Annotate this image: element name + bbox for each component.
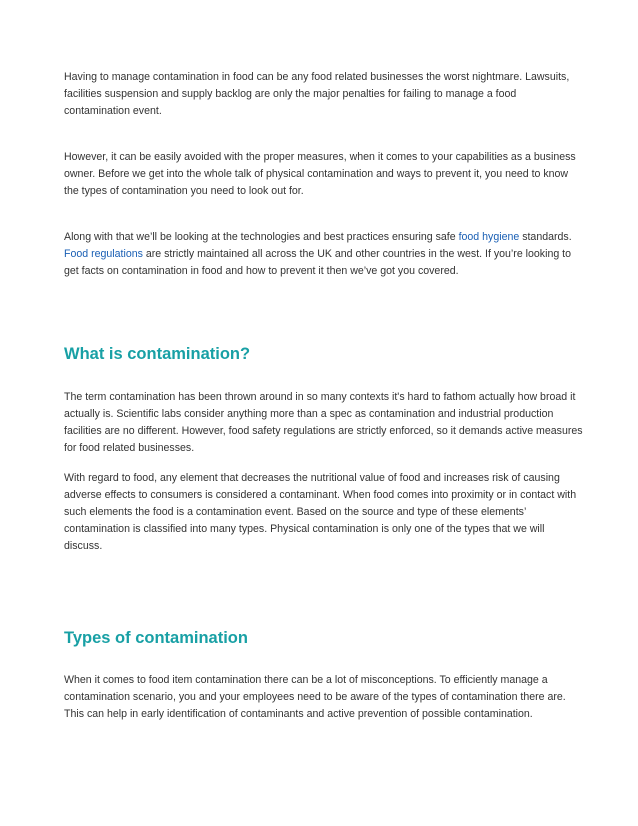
intro-paragraph: Having to manage contamination in food can be any food related businesses the worst nightmare. Lawsuits, facilities suspension and supply backlog are only the major penalties for failing to manage a food contamination event. xyxy=(64,71,570,117)
avoidance-paragraph: However, it can be easily avoided with the proper measures, when it comes to your capabilities as a business owner. Before we get into the whole talk of physical contamination and ways to prevent it, you need to know the types of contamination you need to look out for. xyxy=(64,151,576,197)
food-contaminant-paragraph: With regard to food, any element that decreases the nutritional value of food and increases risk of causing adverse effects to consumers is considered a contaminant. When food comes into proximity or in contact with such elements the food is a contamination event. Based on the source and type of these elements’ contamination is classified into many types. Physical contamination is only one of the types that we will discuss. xyxy=(64,472,577,552)
paragraph-text: Along with that we’ll be looking at the technologies and best practices ensuring safe xyxy=(64,231,459,243)
technologies-paragraph xyxy=(64,229,584,280)
food-regulations-link[interactable]: Food regulations xyxy=(64,248,143,260)
paragraph-text: are strictly maintained all across the UK and other countries in the west. If you’re looking to get facts on contamination in food and how to prevent it then we’ve got you covered. xyxy=(64,248,572,277)
paragraph-text: standards. xyxy=(519,231,572,243)
section-heading-what-is-contamination: What is contamination? xyxy=(64,345,251,363)
food-hygiene-link[interactable]: food hygiene xyxy=(458,231,520,243)
definition-paragraph: The term contamination has been thrown around in so many contexts it's hard to fathom actually how broad it actually is. Scientific labs consider anything more than a spec as contamination and industrial production facilities are no different. However, food safety regulations are strictly enforced, so it demands active measures for food related businesses. xyxy=(64,391,583,454)
section-heading-types-of-contamination: Types of contamination xyxy=(64,629,248,647)
types-intro-paragraph: When it comes to food item contamination there can be a lot of misconceptions. To efficiently manage a contamination scenario, you and your employees need to be aware of the types of contamination there are. This can help in early identification of contaminants and active prevention of possible contamination. xyxy=(64,674,566,720)
